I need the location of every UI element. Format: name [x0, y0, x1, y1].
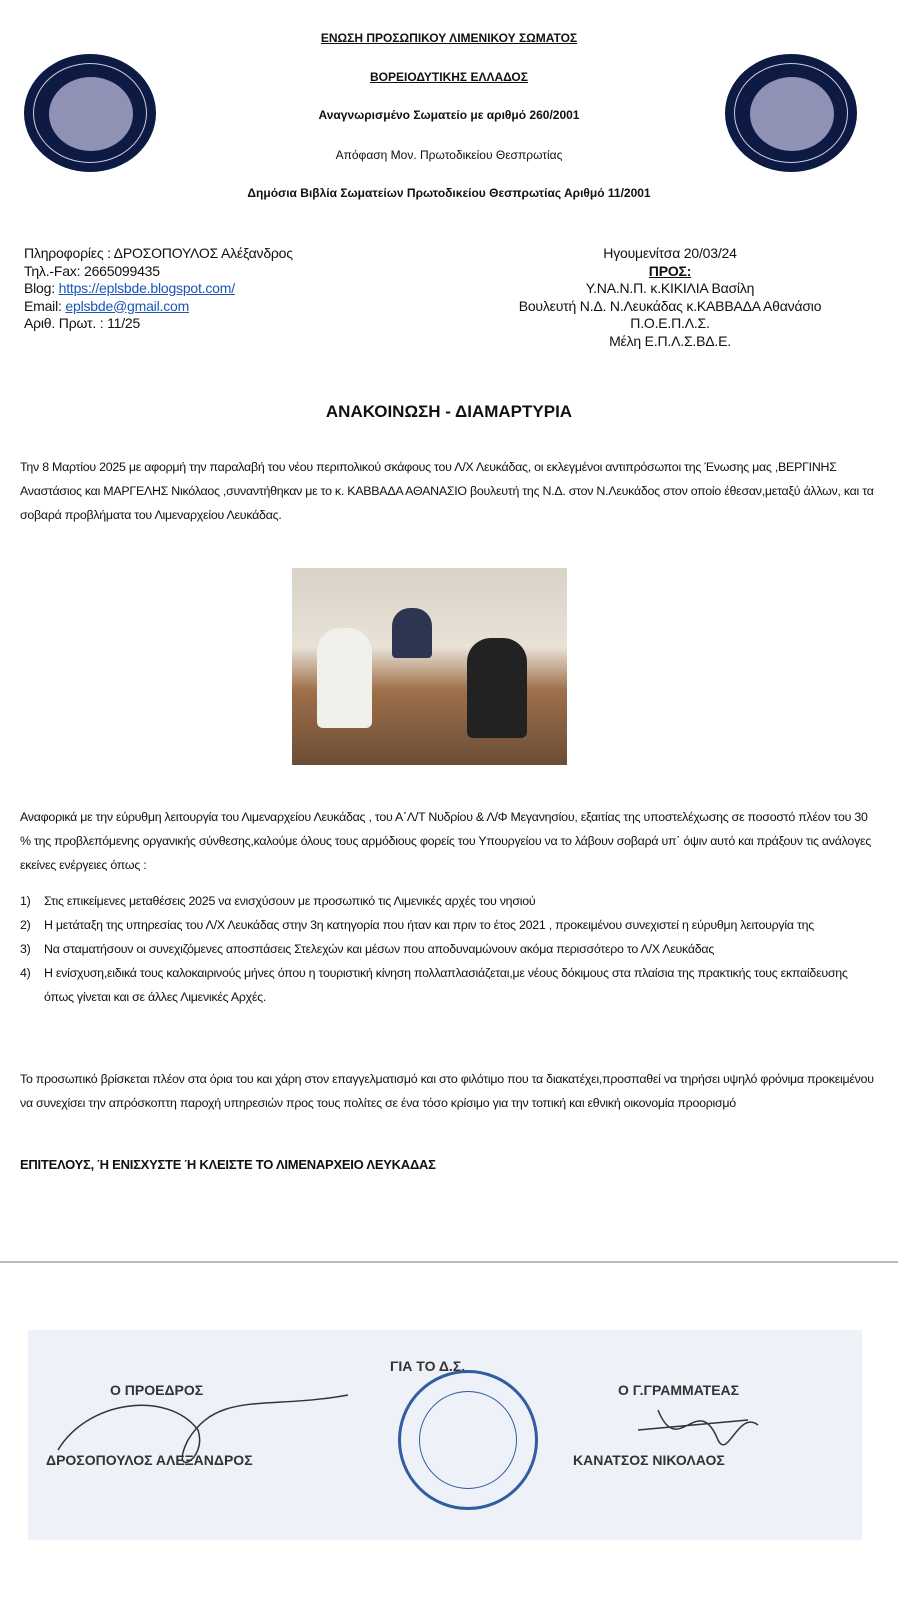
paragraph-request: Αναφορικά με την εύρυθμη λειτουργία του Λιμεναρχείου Λευκάδας , του Α΄Λ/Τ Νυδρίου & Λ/Φ Μεγανησίου, εξαιτίας της υποστελέχωσης σε ποσοστό πλέον του 30 % της προβλεπόμενης οργανικής σύνθεσης,καλούμε όλους τους αρμόδιους φορείς του Υπουργείου να το λάβουν σοβαρά υπ΄ όψιν αυτό και πράξουν τις ανάλογες εκείνες ενέργειες όπως : — [20, 810, 872, 872]
recipient: Π.Ο.Ε.Π.Λ.Σ. — [630, 315, 710, 331]
list-text: Να σταματήσουν οι συνεχιζόμενες αποσπάσεις Στελεχών και μέσων που αποδυναμώνουν ακόμα περισσότερο το Λ/Χ Λευκάδας — [44, 942, 715, 956]
phone: Τηλ.-Fax: 2665099435 — [24, 262, 160, 279]
paragraph-intro: Την 8 Μαρτίου 2025 με αφορμή την παραλαβή του νέου περιπολικού σκάφους του Λ/Χ Λευκάδας, οι εκλεγμένοι αντιπρόσωποι της Ένωσης μας ,ΒΕΡΓΙΝΗΣ Αναστάσιος και ΜΑΡΓΕΛΗΣ Νικόλαος ,συναντήθηκαν με το κ. ΚΑΒΒΑΔΑ ΑΘΑΝΑΣΙΟ βουλευτή της Ν.Δ. στον Ν.Λευκάδος στον οποίο έθεσαν,μεταξύ άλλων, και τα σοβαρά προβλήματα του Λιμεναρχείου Λευκάδας. — [20, 460, 874, 522]
for-board-label: ΓΙΑ ΤΟ Δ.Σ. — [390, 1358, 466, 1374]
person-center — [392, 608, 432, 658]
recipients — [470, 245, 870, 350]
person-right — [467, 638, 527, 738]
demands-list — [20, 889, 880, 1009]
closing-statement: ΕΠΙΤΕΛΟΥΣ, Ή ΕΝΙΣΧΥΣΤΕ Ή ΚΛΕΙΣΤΕ ΤΟ ΛΙΜΕΝΑΡΧΕΙΟ ΛΕΥΚΑΔΑΣ — [20, 1157, 436, 1172]
secretary-name: ΚΑΝΑΤΣΟΣ ΝΙΚΟΛΑΟΣ — [573, 1452, 725, 1468]
recipient: Βουλευτή Ν.Δ. Ν.Λευκάδας κ.ΚΑΒΒΑΔΑ Αθανάσιο — [518, 297, 822, 314]
court-decision: Απόφαση Μον. Πρωτοδικείου Θεσπρωτίας — [335, 148, 563, 162]
org-registration: Αναγνωρισμένο Σωματείο με αριθμό 260/2001 — [318, 108, 580, 122]
president-signature — [48, 1370, 368, 1490]
paragraph-staff: Το προσωπικό βρίσκεται πλέον στα όρια του και χάρη στον επαγγελματισμό και στο φιλότιμο που τα διακατέχει,προσπαθεί να τηρήσει υψηλό φρόνιμα προκειμένου να συνεχίσει την απρόσκοπτη παροχή υπηρεσιών προς τους πολίτες σε ένα τόσο κρίσιμο για την τοπική και εθνική οικονομία προορισμό — [20, 1072, 874, 1110]
email-label: Email: — [24, 297, 66, 314]
to-label: ΠΡΟΣ: — [648, 262, 692, 279]
list-number: 1) — [20, 894, 31, 908]
contact-person: Πληροφορίες : ΔΡΟΣΟΠΟΥΛΟΣ Αλέξανδρος — [24, 245, 293, 261]
list-item — [20, 937, 880, 961]
document-title: ΑΝΑΚΟΙΝΩΣΗ - ΔΙΑΜΑΡΤΥΡΙΑ — [325, 402, 573, 421]
date: Ηγουμενίτσα 20/03/24 — [603, 245, 737, 261]
email-link[interactable]: eplsbde@gmail.com — [65, 297, 190, 314]
person-left — [317, 628, 372, 728]
signature-block — [28, 1330, 862, 1540]
public-registry: Δημόσια Βιβλία Σωματείων Πρωτοδικείου Θεσπρωτίας Αριθμό 11/2001 — [247, 186, 651, 200]
blog-link[interactable]: https://eplsbde.blogspot.com/ — [58, 280, 235, 296]
recipient: Υ.ΝΑ.Ν.Π. κ.ΚΙΚΙΛΙΑ Βασίλη — [585, 280, 755, 296]
president-name: ΔΡΟΣΟΠΟΥΛΟΣ ΑΛΕΞΑΝΔΡΟΣ — [46, 1452, 253, 1468]
blog-label: Blog: — [24, 280, 59, 296]
union-stamp — [398, 1370, 538, 1510]
protocol-number: Αριθ. Πρωτ. : 11/25 — [24, 315, 141, 331]
list-item — [20, 913, 880, 937]
list-text: Στις επικείμενες μεταθέσεις 2025 να ενισχύσουν με προσωπικό τις Λιμενικές αρχές του νησιού — [44, 894, 536, 908]
list-number: 3) — [20, 942, 31, 956]
org-region: ΒΟΡΕΙΟΔΥΤΙΚΗΣ ΕΛΛΑΔΟΣ — [370, 70, 528, 84]
recipient: Μέλη Ε.Π.Λ.Σ.ΒΔ.Ε. — [609, 332, 731, 349]
divider — [0, 1261, 898, 1263]
president-title: Ο ΠΡΟΕΔΡΟΣ — [110, 1382, 204, 1398]
secretary-title: Ο Γ.ΓΡΑΜΜΑΤΕΑΣ — [618, 1382, 740, 1398]
list-number: 4) — [20, 966, 31, 980]
sender-info — [24, 245, 293, 333]
list-text: Η μετάταξη της υπηρεσίας του Λ/Χ Λευκάδας στην 3η κατηγορία που ήταν και πριν το έτος 2021 , προκειμένου συνεχιστεί η εύρυθμη λειτουργία της — [44, 918, 814, 932]
list-item — [20, 889, 880, 913]
list-item — [20, 961, 880, 1009]
meeting-photo — [292, 568, 567, 765]
list-text: Η ενίσχυση,ειδικά τους καλοκαιρινούς μήνες όπου η τουριστική κίνηση πολλαπλασιάζεται,με νέους δόκιμους στα πλαίσια της πρακτικής τους εκπαίδευσης όπως γίνεται και σε άλλες Λιμενικές Αρχές. — [44, 966, 848, 1004]
list-number: 2) — [20, 918, 31, 932]
org-name: ΕΝΩΣΗ ΠΡΟΣΩΠΙΚΟΥ ΛΙΜΕΝΙΚΟΥ ΣΩΜΑΤΟΣ — [320, 31, 578, 45]
secretary-signature — [628, 1380, 768, 1470]
